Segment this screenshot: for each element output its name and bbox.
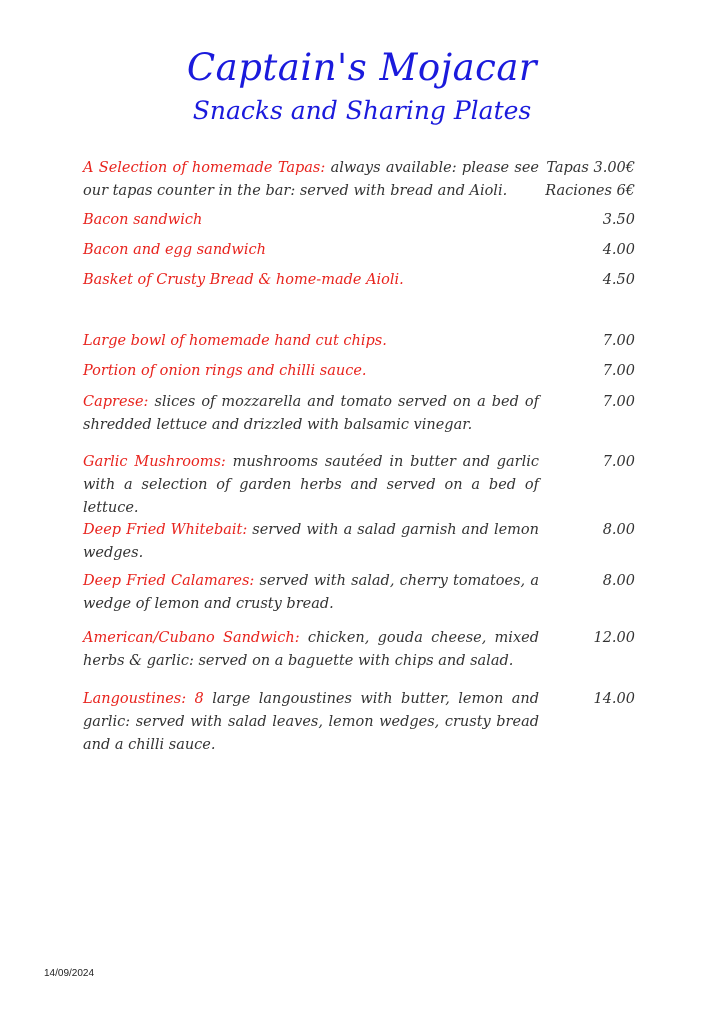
- menu-item-price: [545, 157, 635, 203]
- restaurant-title: Captain's Mojacar: [186, 46, 538, 89]
- print-date: 14/09/2024: [44, 968, 95, 979]
- menu-item-name: American/Cubano Sandwich:: [83, 630, 300, 646]
- menu-item-price: 7.00: [602, 363, 635, 379]
- menu-item-bread-aioli: [83, 269, 635, 292]
- menu-item-price: 8.00: [602, 522, 635, 538]
- menu-item-calamares: [83, 570, 635, 616]
- raciones-price: Raciones 6€: [545, 183, 635, 199]
- menu-item-price: 7.00: [602, 394, 635, 410]
- menu-item-name: Garlic Mushrooms:: [83, 454, 226, 470]
- menu-item-description: chicken, gouda cheese, mixed herbs & garlic: served on a baguette with chips and salad.: [83, 630, 539, 669]
- menu-item-price: 3.50: [602, 212, 635, 228]
- menu-item-name: Bacon and egg sandwich: [83, 242, 266, 258]
- menu-item-text: [83, 360, 539, 383]
- menu-item-text: [83, 269, 539, 292]
- menu-item-price: 12.00: [593, 630, 635, 646]
- menu-item-price: 4.50: [602, 272, 635, 288]
- menu-item-text: [83, 519, 539, 565]
- menu-item-text: [83, 451, 539, 520]
- menu-item-name: A Selection of homemade Tapas:: [83, 160, 326, 176]
- menu-item-name: Large bowl of homemade hand cut chips.: [83, 333, 387, 349]
- menu-item-price: 8.00: [602, 573, 635, 589]
- menu-item-name: Basket of Crusty Bread & home-made Aioli.: [83, 272, 404, 288]
- menu-item-description: large langoustines with butter, lemon and garlic: served with salad leaves, lemon wedges, crusty bread and a chilli sauce.: [83, 691, 539, 753]
- menu-item-text: [83, 391, 539, 437]
- menu-item-text: [83, 570, 539, 616]
- menu-item-langoustines: [83, 688, 635, 757]
- menu-item-chips: [83, 330, 635, 353]
- menu-item-price: 14.00: [593, 691, 635, 707]
- menu-item-name: Bacon sandwich: [83, 212, 203, 228]
- menu-item-text: [83, 157, 539, 203]
- menu-item-name: Deep Fried Whitebait:: [83, 522, 248, 538]
- menu-item-description: served with a salad garnish and lemon wedges.: [83, 522, 539, 561]
- menu-item-text: [83, 627, 539, 673]
- menu-item-garlic-mushrooms: [83, 451, 635, 520]
- menu-item-description: always available: please see our tapas counter in the bar: served with bread and Aioli.: [83, 160, 539, 199]
- menu-item-cubano-sandwich: [83, 627, 635, 673]
- menu-item-text: [83, 330, 539, 353]
- menu-item-name: Deep Fried Calamares:: [83, 573, 255, 589]
- menu-item-description: slices of mozzarella and tomato served on a bed of shredded lettuce and drizzled with balsamic vinegar.: [83, 394, 539, 433]
- menu-item-text: [83, 688, 539, 757]
- menu-item-name: Portion of onion rings and chilli sauce.: [83, 363, 367, 379]
- menu-item-price: 7.00: [602, 333, 635, 349]
- menu-item-price: 4.00: [602, 242, 635, 258]
- menu-item-name: Caprese:: [83, 394, 149, 410]
- menu-item-price: 7.00: [602, 454, 635, 470]
- menu-section-title: Snacks and Sharing Plates: [192, 96, 532, 125]
- tapas-price: Tapas 3.00€: [546, 160, 635, 176]
- menu-item-caprese: [83, 391, 635, 437]
- menu-item-name: Langoustines: 8: [83, 691, 204, 707]
- menu-item-whitebait: [83, 519, 635, 565]
- menu-item-description: mushrooms sautéed in butter and garlic with a selection of garden herbs and served on a bed of lettuce.: [83, 454, 539, 516]
- menu-item-bacon-sandwich: [83, 209, 635, 232]
- menu-item-onion-rings: [83, 360, 635, 383]
- menu-item-bacon-egg-sandwich: [83, 239, 635, 262]
- menu-item-tapas: [83, 157, 635, 203]
- menu-item-text: [83, 239, 539, 262]
- menu-item-text: [83, 209, 539, 232]
- menu-item-description: served with salad, cherry tomatoes, a wedge of lemon and crusty bread.: [83, 573, 539, 612]
